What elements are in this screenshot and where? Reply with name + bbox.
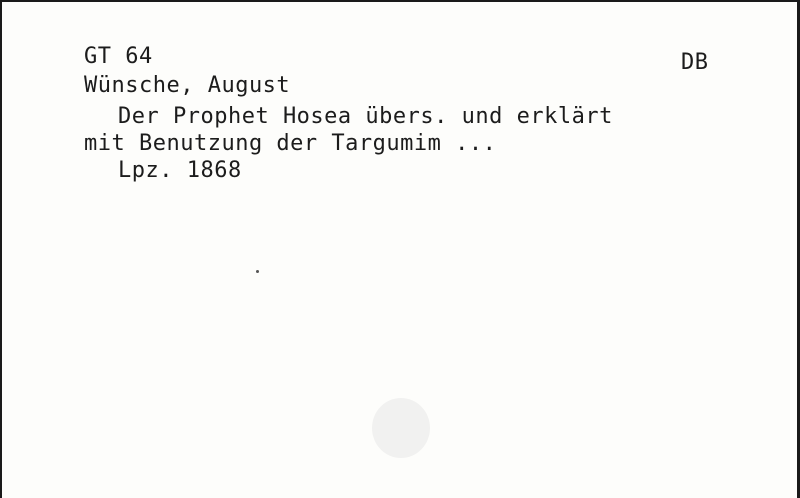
paper-smudge (372, 398, 430, 458)
author-heading: Wünsche, August (84, 73, 291, 98)
imprint: Lpz. 1868 (118, 158, 242, 183)
collection-code: DB (681, 50, 709, 75)
card-left-edge (0, 0, 2, 498)
card-top-edge (0, 0, 800, 2)
ink-speck (256, 270, 259, 273)
call-number: GT 64 (84, 44, 153, 69)
title-line-2: mit Benutzung der Targumim ... (84, 131, 497, 156)
title-line-1: Der Prophet Hosea übers. und erklärt (118, 104, 613, 129)
